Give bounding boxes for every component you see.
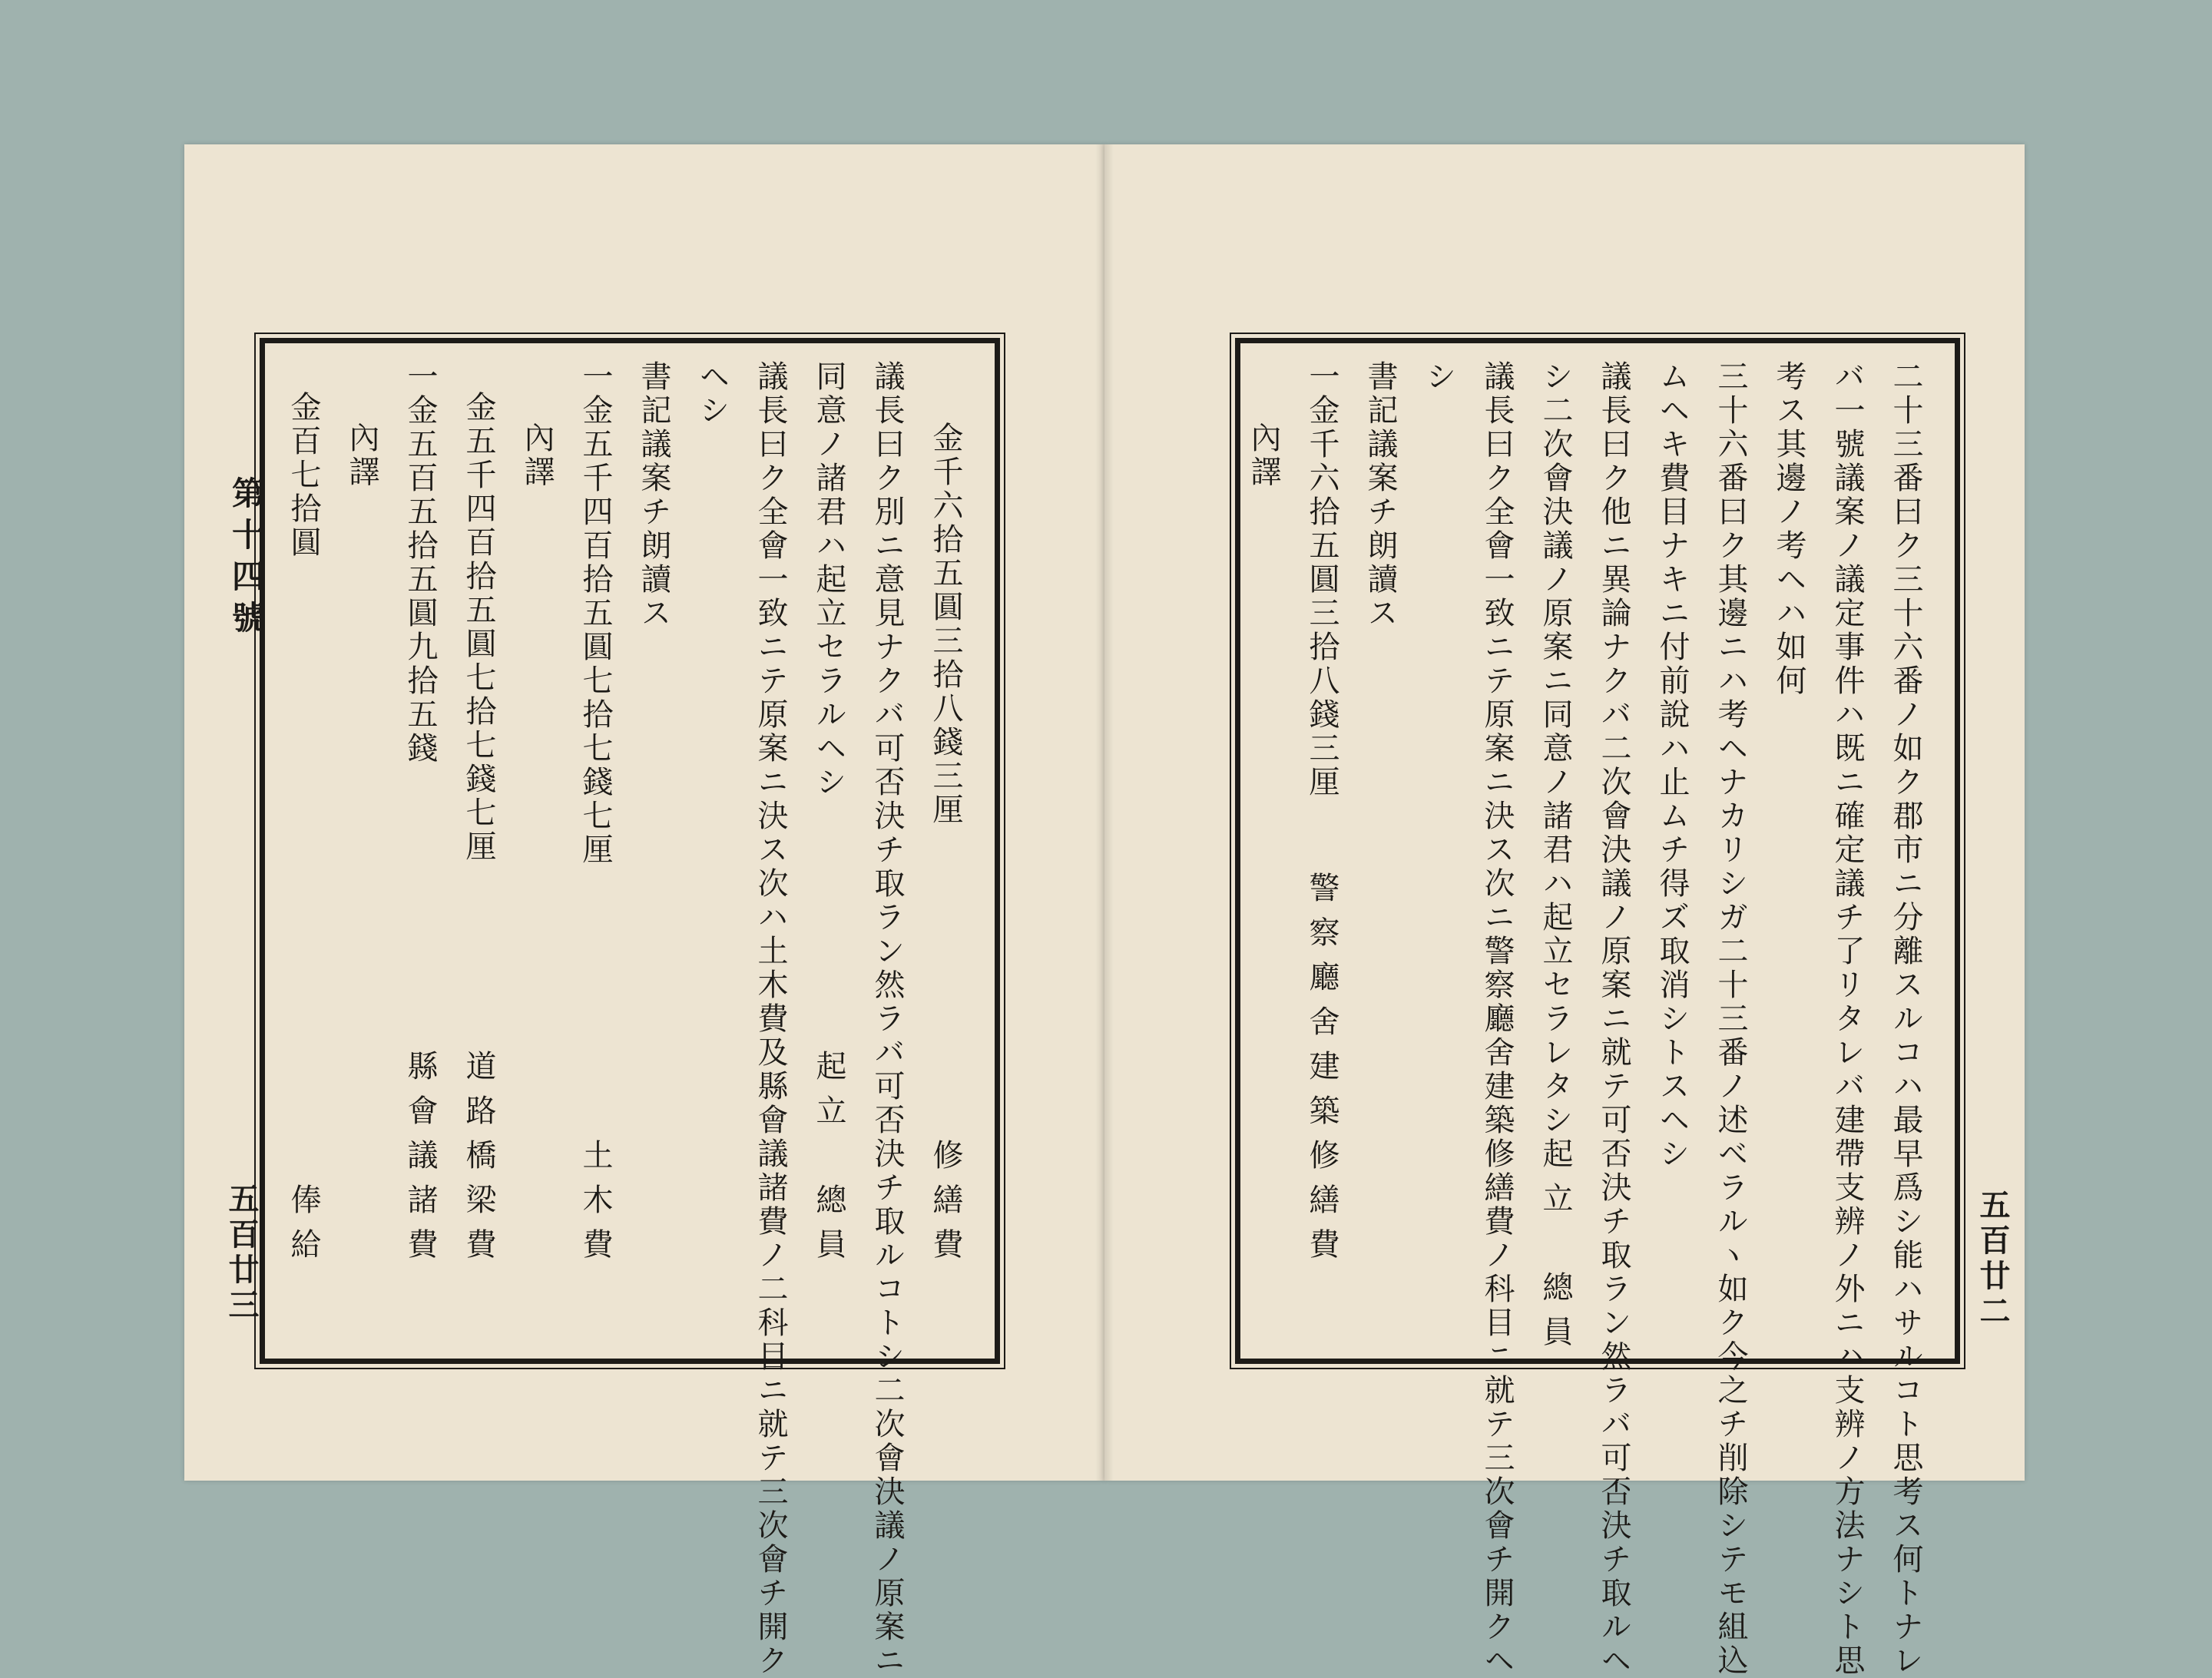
item-label: 警察廳舍建築修繕費 bbox=[1304, 872, 1339, 1273]
item-label: 縣會議諸費 bbox=[402, 1050, 438, 1273]
text-line bbox=[391, 360, 449, 1342]
right-page-text bbox=[1246, 360, 1935, 1678]
left-page-number: 五百廿三 bbox=[224, 1183, 260, 1324]
text-line bbox=[741, 360, 800, 1678]
line-text: 議長曰ク全會一致ニテ原案ニ決ス次ニ警察廳舍建築修繕費ノ科目ニ就テ三次會チ開クヘ bbox=[1479, 360, 1515, 1678]
text-line bbox=[1468, 360, 1526, 1678]
text-line bbox=[1584, 360, 1643, 1678]
line-text: 一金五百五拾五圓九拾五錢 bbox=[402, 360, 438, 766]
text-line bbox=[1526, 360, 1584, 1360]
text-line bbox=[683, 360, 741, 1342]
line-text: 書記議案チ朗讀ス bbox=[636, 360, 671, 630]
text-line bbox=[1643, 360, 1701, 1342]
left-text-frame bbox=[260, 338, 1000, 1678]
text-line bbox=[1293, 360, 1351, 1342]
item-label: 起立 總員 bbox=[811, 1050, 846, 1273]
text-line bbox=[508, 360, 566, 1342]
line-text: 考ス其邊ノ考ヘハ如何 bbox=[1771, 360, 1806, 698]
text-line bbox=[274, 360, 333, 1342]
line-text: ムヘキ費目ナキニ付前說ハ止ムチ得ズ取消シトスヘシ bbox=[1654, 360, 1690, 1171]
text-line bbox=[1409, 360, 1468, 1342]
item-label: 俸給 bbox=[286, 1183, 321, 1273]
line-text: 一金五千四百拾五圓七拾七錢七厘 bbox=[578, 360, 613, 867]
book-gutter bbox=[1095, 144, 1114, 1481]
text-line bbox=[858, 360, 916, 1678]
issue-number: 第十四號 bbox=[227, 476, 265, 642]
text-line bbox=[1234, 360, 1293, 1342]
line-text: 金百七拾圓 bbox=[286, 391, 321, 560]
line-text: 三十六番曰ク其邊ニハ考ヘナカリシガ二十三番ノ述ベラルヽ如ク今之チ削除シテモ組込 bbox=[1713, 360, 1748, 1678]
text-line bbox=[1876, 360, 1935, 1678]
item-label: 土木費 bbox=[578, 1139, 613, 1273]
text-line bbox=[449, 360, 508, 1342]
line-text: 一金千六拾五圓三拾八錢三厘 bbox=[1304, 360, 1339, 799]
item-label: 修繕費 bbox=[928, 1139, 963, 1273]
item-label: 道路橋梁費 bbox=[461, 1050, 496, 1273]
text-line bbox=[624, 360, 683, 1342]
left-page-text bbox=[285, 360, 975, 1678]
line-text: 議長曰ク全會一致ニテ原案ニ決ス次ハ土木費及縣會議諸費ノ二科目ニ就テ三次會チ開ク bbox=[753, 360, 788, 1678]
text-line bbox=[1818, 360, 1876, 1678]
text-line bbox=[800, 360, 858, 1342]
line-text: バ一號議案ノ議定事件ハ既ニ確定議チ了リタレバ建帶支辨ノ外ニハ支辨ノ方法ナシト思 bbox=[1830, 360, 1865, 1678]
line-text: 議長曰ク別ニ意見ナクバ可否決チ取ラン然ラバ可否決チ取ルコトシ二次會決議ノ原案ニ bbox=[869, 360, 905, 1678]
line-text: 內譯 bbox=[1246, 422, 1281, 489]
text-line bbox=[333, 360, 391, 1342]
line-text: ヘシ bbox=[694, 360, 730, 428]
line-text: 同意ノ諸君ハ起立セラルヘシ bbox=[811, 360, 846, 799]
line-text: 金千六拾五圓三拾八錢三厘 bbox=[928, 422, 963, 827]
line-text: 金五千四百拾五圓七拾七錢七厘 bbox=[461, 391, 496, 864]
right-page-number: 五百廿二 bbox=[1975, 1189, 2011, 1330]
line-text: 二十三番曰ク三十六番ノ如ク郡市ニ分離スルコハ最早爲シ能ハサルコト思考ス何トナレ bbox=[1888, 360, 1923, 1678]
text-line bbox=[1760, 360, 1818, 1342]
line-text: シ bbox=[1421, 360, 1456, 394]
text-line bbox=[1701, 360, 1760, 1678]
line-text: 書記議案チ朗讀ス bbox=[1363, 360, 1398, 630]
text-line bbox=[916, 360, 975, 1342]
right-text-frame bbox=[1235, 338, 1960, 1678]
line-text: 內譯 bbox=[519, 422, 555, 489]
item-label: 起立 總員 bbox=[1538, 1137, 1573, 1360]
line-text: シ二次會決議ノ原案ニ同意ノ諸君ハ起立セラレタシ bbox=[1538, 360, 1573, 1137]
line-text: 內譯 bbox=[344, 422, 379, 489]
line-text: 議長曰ク他ニ異論ナクバ二次會決議ノ原案ニ就テ可否決チ取ラン然ラバ可否決チ取ルヘ bbox=[1596, 360, 1631, 1678]
text-line bbox=[1351, 360, 1409, 1342]
text-line bbox=[566, 360, 624, 1342]
